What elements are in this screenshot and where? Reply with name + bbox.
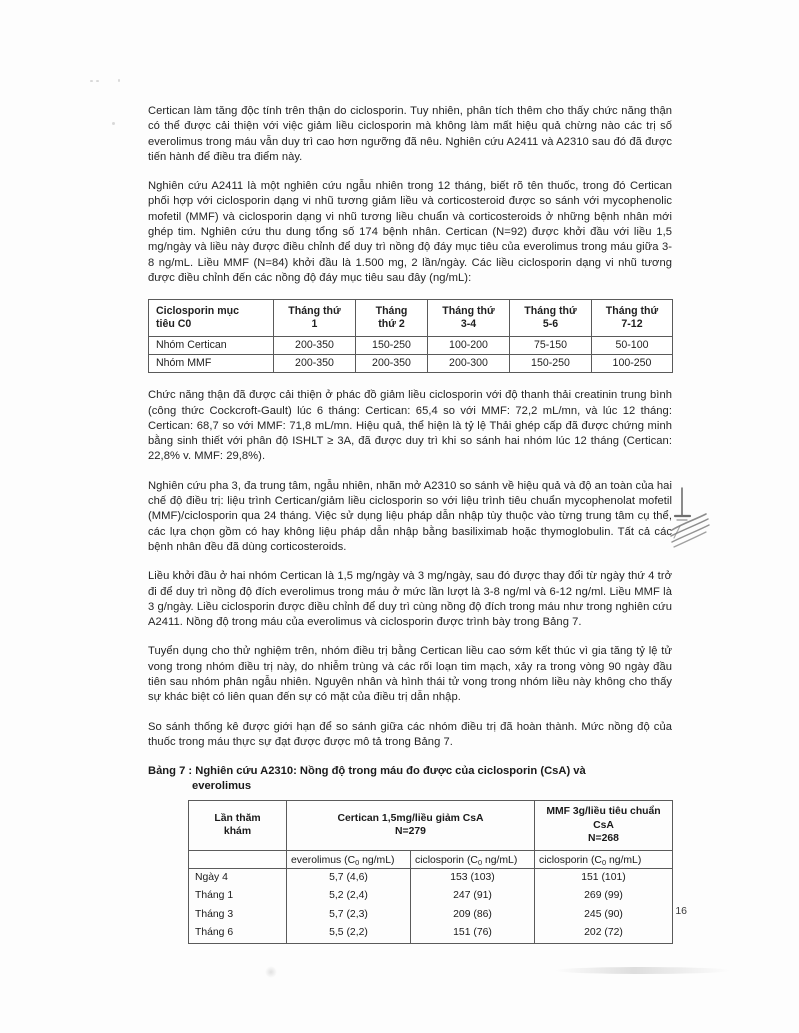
cell-everolimus-month1: 5,2 (2,4) bbox=[287, 887, 411, 906]
col-header-month-5-6-line1: Tháng thứ bbox=[524, 305, 577, 318]
scan-speck bbox=[90, 80, 93, 82]
cell-ciclosporin-mmf-day4: 151 (101) bbox=[535, 868, 673, 887]
table7-caption bbox=[148, 764, 672, 794]
col-header-month-3-4-line1: Tháng thứ bbox=[442, 305, 495, 318]
cell-ciclosporin-certican-month1: 247 (91) bbox=[411, 887, 535, 906]
table-row bbox=[189, 906, 673, 925]
table-header-row bbox=[149, 300, 673, 337]
scan-smudge bbox=[265, 966, 277, 978]
scan-speck bbox=[96, 80, 99, 82]
cell-ciclosporin-certican-month3: 209 (86) bbox=[411, 906, 535, 925]
col-header-month-3-4 bbox=[428, 300, 510, 337]
handwritten-margin-mark bbox=[666, 486, 726, 576]
cell-mmf-m2: 200-350 bbox=[356, 355, 428, 373]
col-header-certican-line1: Certican 1,5mg/liều giảm CsA bbox=[337, 812, 484, 824]
col-header-mmf-n: N=268 bbox=[588, 833, 619, 845]
cell-ciclosporin-certican-month6: 151 (76) bbox=[411, 924, 535, 943]
paragraph-6: Tuyển dụng cho thử nghiệm trên, nhóm điều trị bằng Certican liều cao sớm kết thúc vì gia tăng tỷ lệ tử vong trong nhóm điều trị này, do nhiễm trùng và các rối loạn tim mạch, xảy ra trong vòng 90 ngày đầu tiên sau nhóm phân ngẫu nhiên. Nguyên nhân và hình thái tử vong trong nhóm liều này không cho thấy sự khác biệt có liên quan đến sự có mặt của điều trị dẫn nhập. bbox=[148, 645, 672, 704]
subheader-everolimus bbox=[287, 850, 411, 868]
cell-ciclosporin-mmf-month6: 202 (72) bbox=[535, 924, 673, 943]
cell-certican-m7-12: 50-100 bbox=[592, 337, 673, 355]
paragraph-3: Chức năng thận đã được cải thiện ở phác đồ giảm liều ciclosporin với độ thanh thải creatinin trung bình (công thức Cockcroft-Gault) lúc 6 tháng: Certican: 65,4 so với MMF: 72,2 mL/mn, và lúc 12 tháng: Certican: 68,7 so với MMF: 71,8 mL/mn. Hiệu quả, thể hiện là tỷ lệ Thải ghép cấp đã được chứng minh bằng sinh thiết với phân độ ISHLT ≥ 3A, đã được duy trì khi so sánh hai nhóm lúc 12 tháng (Certican: 22,8% v. MMF: 29,8%). bbox=[148, 389, 672, 463]
col-header-visit-line2: khám bbox=[223, 826, 252, 838]
table7-wrapper bbox=[188, 800, 672, 944]
cell-mmf-m7-12: 100-250 bbox=[592, 355, 673, 373]
paragraph-5: Liều khởi đầu ở hai nhóm Certican là 1,5 mg/ngày và 3 mg/ngày, sau đó được thay đổi từ ngày thứ 4 trở đi để duy trì nồng độ đích everolimus trong máu ở mức lần lượt là 3-8 ng/ml và 6-12 ng/ml. Liều MMF là 3 g/ngày. Liều ciclosporin được điều chỉnh để duy trì cùng nồng độ đích trong máu như trong nghiên cứu A2411. Nồng độ trong máu của everolimus và ciclosporin được trình bày trong Bảng 7. bbox=[148, 570, 672, 629]
cell-ciclosporin-mmf-month3: 245 (90) bbox=[535, 906, 673, 925]
col-header-month-3-4-line2: 3-4 bbox=[460, 318, 477, 331]
subheader-ciclosporin-certican bbox=[411, 850, 535, 868]
cell-visit-day4: Ngày 4 bbox=[189, 868, 287, 887]
subheader-ciclo-cert-tail: ng/mL) bbox=[482, 854, 518, 866]
subheader-everolimus-text: everolimus (C bbox=[291, 854, 356, 866]
cell-ciclosporin-certican-day4: 153 (103) bbox=[411, 868, 535, 887]
subheader-ciclo-mmf-text: ciclosporin (C bbox=[539, 854, 602, 866]
col-header-month-5-6-line2: 5-6 bbox=[542, 318, 559, 331]
table-row bbox=[149, 337, 673, 355]
subheader-ciclo-cert-sub: 0 bbox=[477, 857, 483, 867]
col-header-month-2-line1: Tháng bbox=[375, 305, 408, 318]
col-header-mmf-group bbox=[535, 801, 673, 851]
cell-mmf-m3-4: 200-300 bbox=[428, 355, 510, 373]
scan-speck bbox=[118, 79, 120, 82]
ciclosporin-target-table-wrapper bbox=[148, 299, 672, 373]
col-header-visit bbox=[189, 801, 287, 851]
scan-speck bbox=[112, 122, 115, 125]
col-header-month-7-12-line1: Tháng thứ bbox=[605, 305, 659, 318]
col-header-month-7-12 bbox=[592, 300, 673, 337]
cell-everolimus-month3: 5,7 (2,3) bbox=[287, 906, 411, 925]
paragraph-7: So sánh thống kê được giới hạn để so sánh giữa các nhóm điều trị đã hoàn thành. Mức nồng độ của thuốc trong máu thực sự đạt được được mô tả trong Bảng 7. bbox=[148, 720, 672, 748]
cell-everolimus-day4: 5,7 (4,6) bbox=[287, 868, 411, 887]
cell-visit-month3: Tháng 3 bbox=[189, 906, 287, 925]
col-header-month-7-12-line2: 7-12 bbox=[621, 318, 643, 331]
table-row bbox=[149, 355, 673, 373]
subheader-everolimus-tail: ng/mL) bbox=[359, 854, 395, 866]
col-header-month-2-line2: thứ 2 bbox=[378, 318, 405, 331]
subheader-ciclo-mmf-sub: 0 bbox=[601, 857, 607, 867]
col-header-certican-group bbox=[287, 801, 535, 851]
paragraph-1: Certican làm tăng độc tính trên thận do ciclosporin. Tuy nhiên, phân tích thêm cho thấy chức năng thận có thể được cải thiện với việc giảm liều ciclosporin mà không làm mất hiệu quả chừng nào các trị số everolimus trong máu vẫn duy trì cao hơn ngưỡng đã nêu. Nghiên cứu A2411 và A2310 sau đó đã được tiến hành để điều tra điểm này. bbox=[148, 105, 672, 163]
cell-ciclosporin-mmf-month1: 269 (99) bbox=[535, 887, 673, 906]
col-header-visit-line1: Lần thăm bbox=[214, 812, 261, 824]
table7-header-row bbox=[189, 801, 673, 851]
row-label-mmf: Nhóm MMF bbox=[149, 355, 274, 373]
col-header-month-1-line1: Tháng thứ bbox=[288, 305, 341, 318]
col-header-month-1-line2: 1 bbox=[311, 318, 318, 331]
col-header-target-line2: tiêu C0 bbox=[156, 318, 192, 331]
subheader-ciclo-cert-text: ciclosporin (C bbox=[415, 854, 478, 866]
table7-caption-line1: Bảng 7 : Nghiên cứu A2310: Nồng độ trong máu đo được của ciclosporin (CsA) và bbox=[148, 765, 586, 778]
col-header-target-line1: Ciclosporin mục bbox=[156, 305, 239, 318]
cell-certican-m5-6: 75-150 bbox=[510, 337, 592, 355]
cell-visit-month6: Tháng 6 bbox=[189, 924, 287, 943]
table7-blood-levels bbox=[188, 800, 673, 944]
cell-everolimus-month6: 5,5 (2,2) bbox=[287, 924, 411, 943]
row-label-certican: Nhóm Certican bbox=[149, 337, 274, 355]
table-row bbox=[189, 868, 673, 887]
col-header-certican-n: N=279 bbox=[395, 826, 426, 838]
subheader-visit-blank bbox=[189, 850, 287, 868]
col-header-month-5-6 bbox=[510, 300, 592, 337]
col-header-month-2 bbox=[356, 300, 428, 337]
table-row bbox=[189, 887, 673, 906]
cell-certican-m2: 150-250 bbox=[356, 337, 428, 355]
page-number: 16 bbox=[675, 905, 687, 917]
col-header-mmf-line1: MMF 3g/liều tiêu chuẩn CsA bbox=[546, 806, 661, 831]
cell-certican-m3-4: 100-200 bbox=[428, 337, 510, 355]
cell-certican-m1: 200-350 bbox=[274, 337, 356, 355]
cell-mmf-m5-6: 150-250 bbox=[510, 355, 592, 373]
table7-subheader-row bbox=[189, 850, 673, 868]
subheader-ciclosporin-mmf bbox=[535, 850, 673, 868]
ciclosporin-target-table bbox=[148, 299, 673, 373]
col-header-month-1 bbox=[274, 300, 356, 337]
scan-smudge bbox=[555, 967, 730, 974]
col-header-target bbox=[149, 300, 274, 337]
table-row bbox=[189, 924, 673, 943]
subheader-everolimus-sub: 0 bbox=[355, 857, 360, 867]
cell-mmf-m1: 200-350 bbox=[274, 355, 356, 373]
subheader-ciclo-mmf-tail: ng/mL) bbox=[606, 854, 642, 866]
cell-visit-month1: Tháng 1 bbox=[189, 887, 287, 906]
paragraph-4: Nghiên cứu pha 3, đa trung tâm, ngẫu nhiên, nhãn mở A2310 so sánh về hiệu quả và độ an toàn của hai chế độ điều trị: liệu trình Certican/giảm liều ciclosporin so với liệu trình tiêu chuẩn mycophenolat mofetil (MMF)/ciclosporin qua 24 tháng. Việc sử dụng liệu pháp dẫn nhập tùy thuộc vào từng trung tâm cụ thể, các lựa chọn gồm có hay không liệu pháp dẫn nhập bằng basiliximab hoặc thymoglobulin. Tất cả các bệnh nhân đều đã dùng corticosteroids. bbox=[148, 479, 672, 553]
document-body bbox=[148, 104, 672, 944]
paragraph-2: Nghiên cứu A2411 là một nghiên cứu ngẫu nhiên trong 12 tháng, biết rõ tên thuốc, trong đó Certican phối hợp với ciclosporin dạng vi nhũ tương giảm liều và corticosteroid được so sánh với mycophenolic mofetil (MMF) và ciclosporin dạng vi nhũ tương liều chuẩn và corticosteroids ở những bệnh nhân mới ghép tim. Nghiên cứu thu dung tổng số 174 bệnh nhân. Certican (N=92) được khởi đầu với liều 1,5 mg/ngày và liều này được điều chỉnh để duy trì nồng độ đáy mục tiêu của everolimus trong máu giữa 3-8 ng/mL. Liều MMF (N=84) khởi đầu là 1.500 mg, 2 lần/ngày. Các liều ciclosporin dạng vi nhũ tương được điều chỉnh đến các nồng độ đáy mục tiêu sau đây (ng/mL): bbox=[148, 180, 672, 284]
table7-caption-line2: everolimus bbox=[192, 780, 252, 793]
